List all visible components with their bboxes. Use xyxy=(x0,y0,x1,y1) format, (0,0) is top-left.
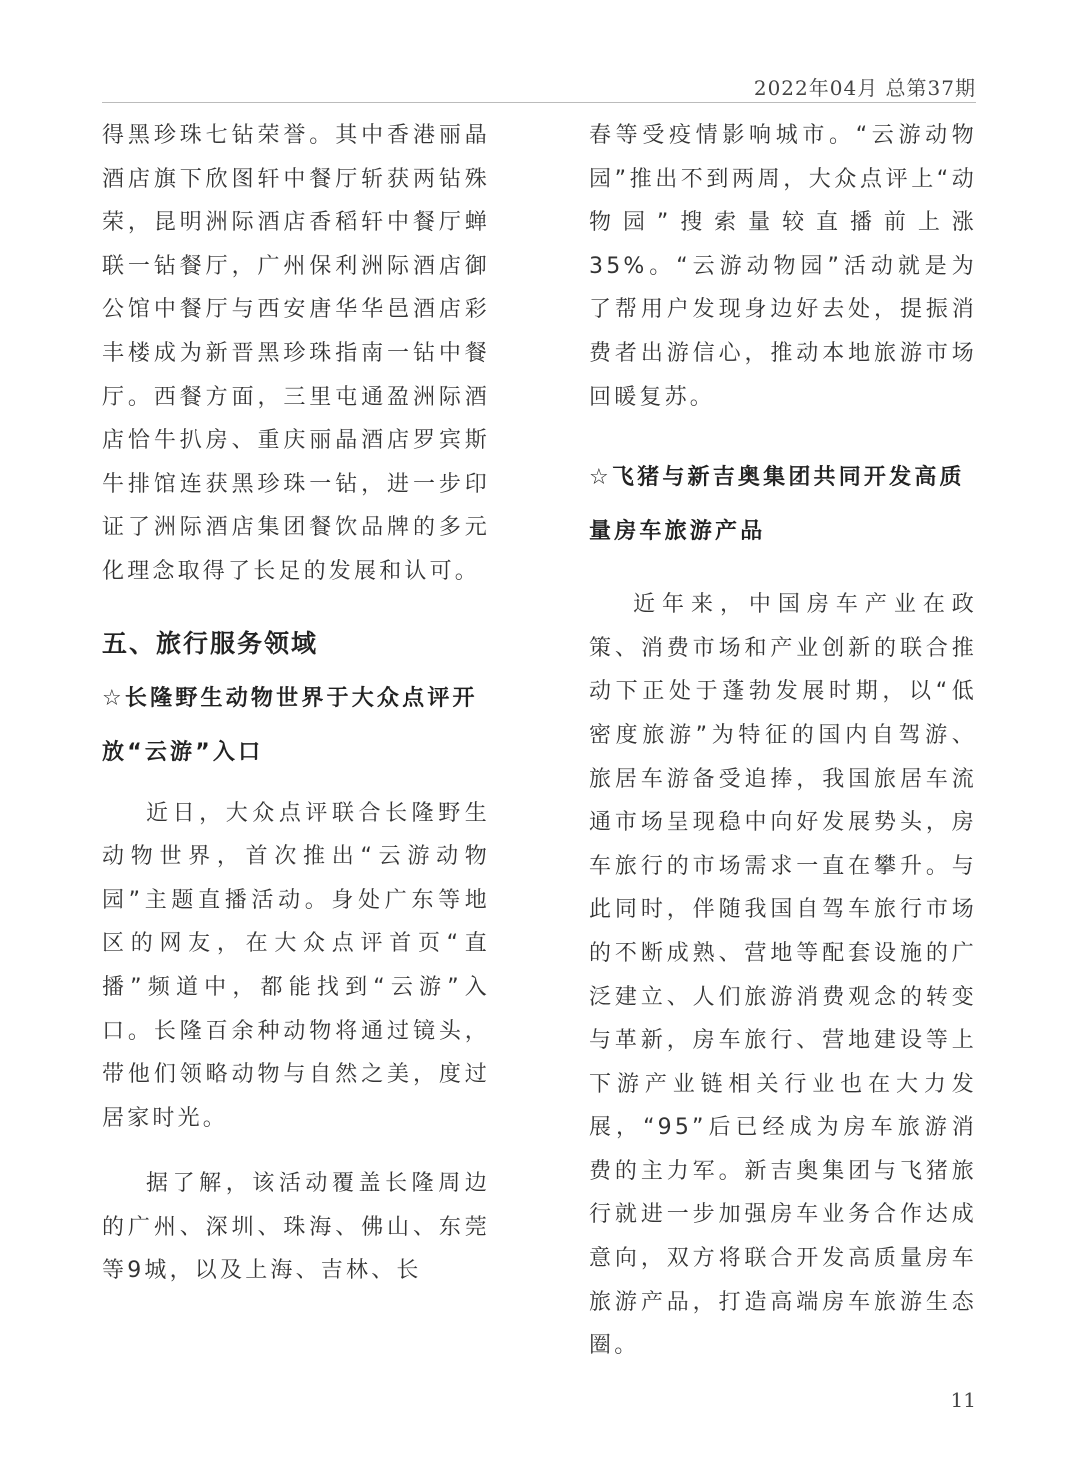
paragraph: 近年来，中国房车产业在政策、消费市场和产业创新的联合推动下正处于蓬勃发展时期，以“低密度旅游”为特征的国内自驾游、旅居车游备受追捧，我国旅居车流通市场呈现稳中向好发展势头，房车旅行的市场需求一直在攀升。与此同时，伴随我国自驾车旅行市场的不断成熟、营地等配套设施的广泛建立、人们旅游消费观念的转变与革新，房车旅行、营地建设等上下游产业链相关行业也在大力发展，“95”后已经成为房车旅游消费的主力军。新吉奥集团与飞猪旅行就进一步加强房车业务合作达成意向，双方将联合开发高质量房车旅游产品，打造高端房车旅游生态圈。 xyxy=(589,592,977,1359)
page-number: 11 xyxy=(950,1388,976,1412)
left-column xyxy=(102,114,490,1293)
paragraph-continued: 得黑珍珠七钻荣誉。其中香港丽晶酒店旗下欣图轩中餐厅斩获两钻殊荣，昆明洲际酒店香稻轩中餐厅蝉联一钻餐厅，广州保利洲际酒店御公馆中餐厅与西安唐华华邑酒店彩丰楼成为新晋黑珍珠指南一钻中餐厅。西餐方面，三里屯通盈洲际酒店恰牛扒房、重庆丽晶酒店罗宾斯牛排馆连获黑珍珠一钻，进一步印证了洲际酒店集团餐饮品牌的多元化理念取得了长足的发展和认可。 xyxy=(102,123,490,584)
section-heading: 五、旅行服务领域 xyxy=(102,628,319,658)
issue-header: 2022年04月 总第37期 xyxy=(753,76,976,100)
header-divider xyxy=(102,102,976,103)
paragraph: 近日，大众点评联合长隆野生动物世界，首次推出“云游动物园”主题直播活动。身处广东等地区的网友，在大众点评首页“直播”频道中，都能找到“云游”入口。长隆百余种动物将通过镜头，带他们领略动物与自然之美，度过居家时光。 xyxy=(102,800,490,1131)
right-column xyxy=(589,114,977,1368)
paragraph: 据了解，该活动覆盖长隆周边的广州、深圳、珠海、佛山、东莞等9城，以及上海、吉林、长 xyxy=(102,1171,490,1284)
paragraph-continued: 春等受疫情影响城市。“云游动物园”推出不到两周，大众点评上“动物园”搜索量较直播前上涨35%。“云游动物园”活动就是为了帮用户发现身边好去处，提振消费者出游信心，推动本地旅游市场回暖复苏。 xyxy=(589,123,977,410)
sub-heading: ☆长隆野生动物世界于大众点评开放“云游”入口 xyxy=(102,685,478,765)
sub-heading: ☆飞猪与新吉奥集团共同开发高质量房车旅游产品 xyxy=(589,465,965,545)
